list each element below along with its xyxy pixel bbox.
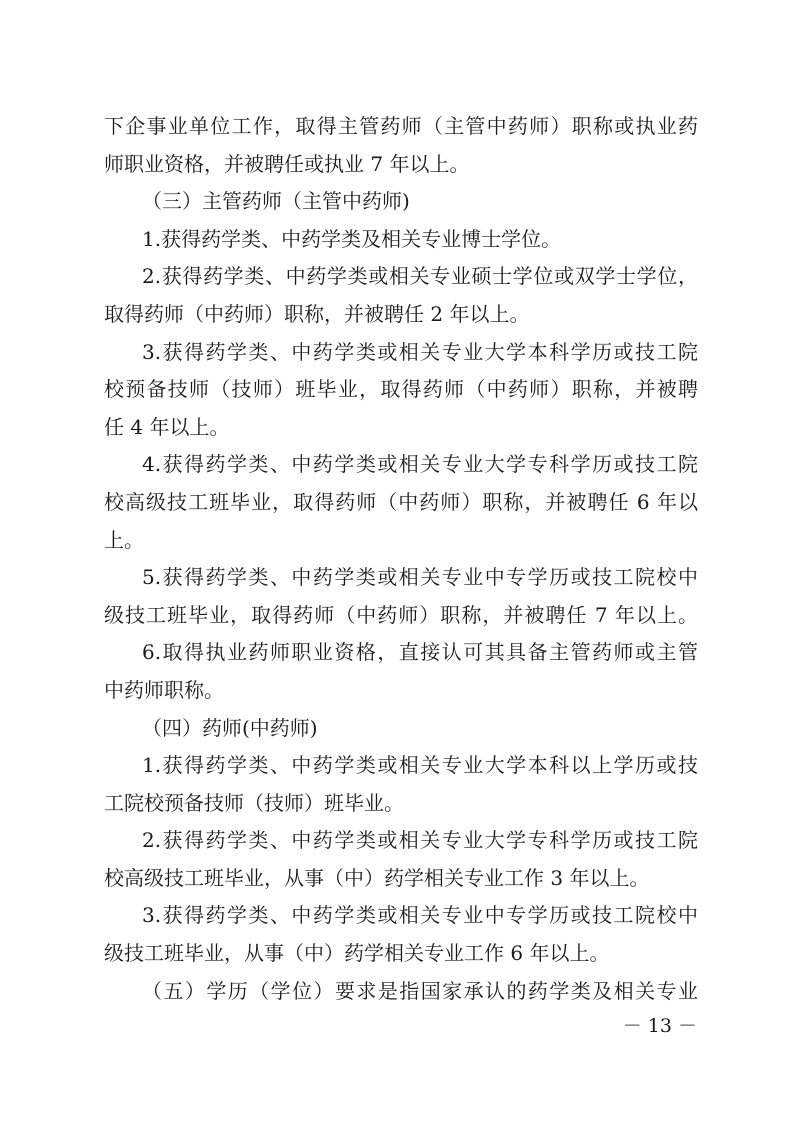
text-line: 级技工班毕业，从事（中）药学相关专业工作 6 年以上。 bbox=[104, 941, 610, 966]
text-line: 任 4 年以上。 bbox=[104, 414, 230, 439]
text-line: 4.获得药学类、中药学类或相关专业大学专科学历或技工院 bbox=[142, 452, 698, 477]
text-line: 下企事业单位工作，取得主管药师（主管中药师）职称或执业药 bbox=[104, 114, 698, 138]
text-line: 1.获得药学类、中药学类及相关专业博士学位。 bbox=[142, 226, 562, 251]
text-line: （五）学历（学位）要求是指国家承认的药学类及相关专业 bbox=[142, 978, 698, 1003]
text-line: 级技工班毕业，取得药师（中药师）职称，并被聘任 7 年以上。 bbox=[104, 602, 698, 627]
text-line: 工院校预备技师（技师）班毕业。 bbox=[104, 790, 404, 815]
text-line: （四）药师(中药师) bbox=[142, 715, 318, 740]
text-line: 校预备技师（技师）班毕业，取得药师（中药师）职称，并被聘 bbox=[104, 377, 698, 402]
document-body bbox=[104, 108, 698, 1010]
text-line: 师职业资格，并被聘任或执业 7 年以上。 bbox=[104, 151, 470, 176]
text-line: 3.获得药学类、中药学类或相关专业大学本科学历或技工院 bbox=[142, 339, 698, 364]
page-number: － 13 － bbox=[622, 1015, 697, 1037]
text-line: 3.获得药学类、中药学类或相关专业中专学历或技工院校中 bbox=[142, 903, 698, 928]
text-line: 6.取得执业药师职业资格，直接认可其具备主管药师或主管 bbox=[142, 640, 698, 665]
text-line: （三）主管药师（主管中药师) bbox=[142, 189, 410, 214]
text-line: 上。 bbox=[104, 527, 144, 552]
text-line: 取得药师（中药师）职称，并被聘任 2 年以上。 bbox=[104, 301, 530, 326]
text-line: 5.获得药学类、中药学类或相关专业中专学历或技工院校中 bbox=[142, 565, 698, 590]
text-line: 校高级技工班毕业，从事（中）药学相关专业工作 3 年以上。 bbox=[104, 865, 650, 890]
text-line: 2.获得药学类、中药学类或相关专业硕士学位或双学士学位， bbox=[142, 264, 698, 289]
text-line: 中药师职称。 bbox=[104, 677, 224, 702]
text-line: 1.获得药学类、中药学类或相关专业大学本科以上学历或技 bbox=[142, 753, 698, 778]
text-line: 2.获得药学类、中药学类或相关专业大学专科学历或技工院 bbox=[142, 828, 698, 853]
text-line: 校高级技工班毕业，取得药师（中药师）职称，并被聘任 6 年以 bbox=[104, 489, 698, 514]
